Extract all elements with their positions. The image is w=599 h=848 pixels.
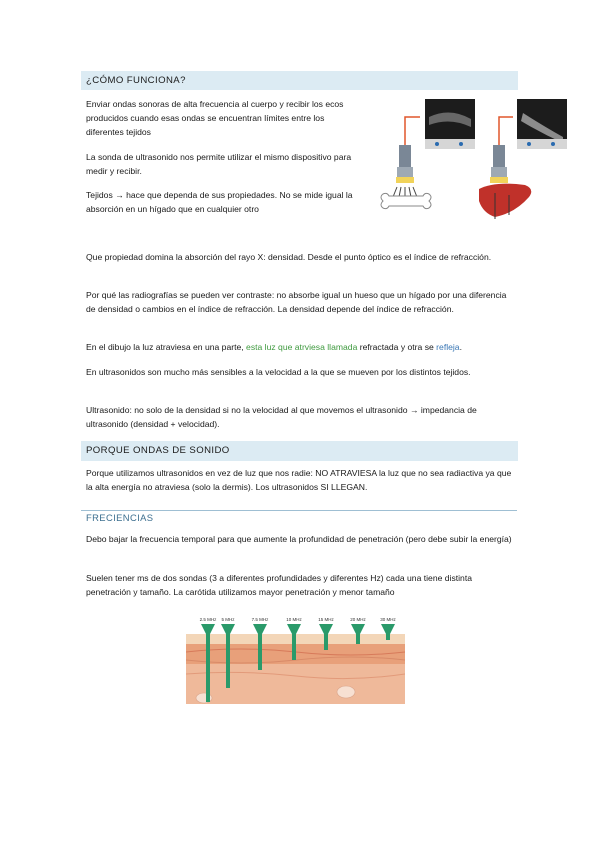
paragraph-text: . bbox=[459, 342, 462, 352]
paragraph-text: Porque utilizamos ultrasonidos en vez de luz que nos radie: NO ATRAVIESA la luz que no sea radiactiva ya que la alta energía no atraviesa (solo la dermis). Los ultrasonidos SI LLEGAN. bbox=[86, 468, 512, 492]
paragraph-impedancia bbox=[86, 403, 514, 431]
paragraph-velocidad bbox=[86, 365, 514, 379]
frequency-label: 2.5 MHz bbox=[199, 617, 217, 622]
frequency-label: 7.5 MHz bbox=[251, 617, 269, 622]
penetration-beam bbox=[356, 634, 360, 644]
paragraph-text: Que propiedad domina la absorción del rayo X: densidad. Desde el punto óptico es el índice de refracción. bbox=[86, 252, 492, 262]
frequency-penetration-figure bbox=[186, 614, 405, 704]
paragraph-text: Suelen tener ms de dos sondas (3 a diferentes profundidades y diferentes Hz) cada una tiene distinta penetración y tamaño. La carótida utilizamos mayor penetración y menor tamaño bbox=[86, 573, 473, 597]
highlight-refleja: refleja bbox=[436, 342, 460, 352]
paragraph-text: refractada y otra se bbox=[357, 342, 437, 352]
section-title: PORQUE ONDAS DE SONIDO bbox=[86, 445, 230, 456]
penetration-beam bbox=[324, 634, 328, 650]
paragraph-luz bbox=[86, 340, 516, 354]
frequency-label: 10 MHz bbox=[286, 617, 302, 622]
frequency-label: 5 MHz bbox=[221, 617, 235, 622]
frequency-label: 20 MHz bbox=[350, 617, 366, 622]
paragraph-tejidos bbox=[86, 188, 361, 216]
paragraph-text: Debo bajar la frecuencia temporal para que aumente la profundidad de penetración (pero debe subir la energía) bbox=[86, 534, 512, 544]
frequency-label: 30 MHz bbox=[380, 617, 396, 622]
paragraph-rayo-x bbox=[86, 250, 514, 264]
penetration-beam bbox=[206, 634, 210, 702]
paragraph-text: En ultrasonidos son mucho más sensibles a la velocidad a la que se mueven por los distintos tejidos. bbox=[86, 367, 471, 377]
penetration-beam bbox=[258, 634, 262, 670]
paragraph-text: Tejidos → hace que dependa de sus propiedades. No se mide igual la absorción en un hígado que en cualquier otro bbox=[86, 190, 353, 214]
section-header-ondas-sonido bbox=[81, 441, 518, 461]
paragraph-text: Por qué las radiografías se pueden ver contraste: no absorbe igual un hueso que un hígado por una diferencia de densidad o cambios en el índice de refracción. La densidad depende del índice de refracción. bbox=[86, 290, 507, 314]
paragraph-porque-ultrasonidos bbox=[86, 466, 514, 494]
paragraph-text: Enviar ondas sonoras de alta frecuencia al cuerpo y recibir los ecos producidos cuando esas ondas se encuentran límites entre los diferentes tejidos bbox=[86, 99, 344, 137]
bone-icon bbox=[381, 193, 431, 208]
frequency-label: 15 MHz bbox=[318, 617, 334, 622]
paragraph-text: En el dibujo la luz atraviesa en una parte, bbox=[86, 342, 247, 352]
section-title: ¿CÓMO FUNCIONA? bbox=[86, 75, 186, 86]
penetration-beam bbox=[226, 634, 230, 688]
paragraph-text: Ultrasonido: no solo de la densidad si no la velocidad al que movemos el ultrasonido → impedancia de ultrasonido (densidad + velocidad). bbox=[86, 405, 477, 429]
ultrasound-probe-figure bbox=[375, 97, 570, 219]
penetration-beam bbox=[386, 634, 390, 640]
probe-right bbox=[493, 145, 505, 167]
paragraph-radiografias bbox=[86, 288, 514, 316]
section-divider bbox=[81, 510, 517, 511]
probe-left bbox=[399, 145, 411, 167]
paragraph-sonda bbox=[86, 150, 356, 178]
hypodermis-layer bbox=[186, 664, 405, 704]
section-header-como-funciona bbox=[81, 71, 518, 90]
penetration-beam bbox=[292, 634, 296, 660]
highlight-refractada: esta luz que atrviesa llamada bbox=[246, 342, 358, 352]
paragraph-text: La sonda de ultrasonido nos permite utilizar el mismo dispositivo para medir y recibir. bbox=[86, 152, 352, 176]
tissue-layers-svg bbox=[186, 614, 405, 704]
liver-icon bbox=[479, 184, 531, 217]
paragraph-frecuencia-temporal bbox=[86, 532, 514, 546]
paragraph-ondas-sonoras bbox=[86, 97, 361, 139]
section-title-frecuencias: FRECIENCIAS bbox=[86, 512, 154, 523]
paragraph-sondas bbox=[86, 571, 514, 599]
